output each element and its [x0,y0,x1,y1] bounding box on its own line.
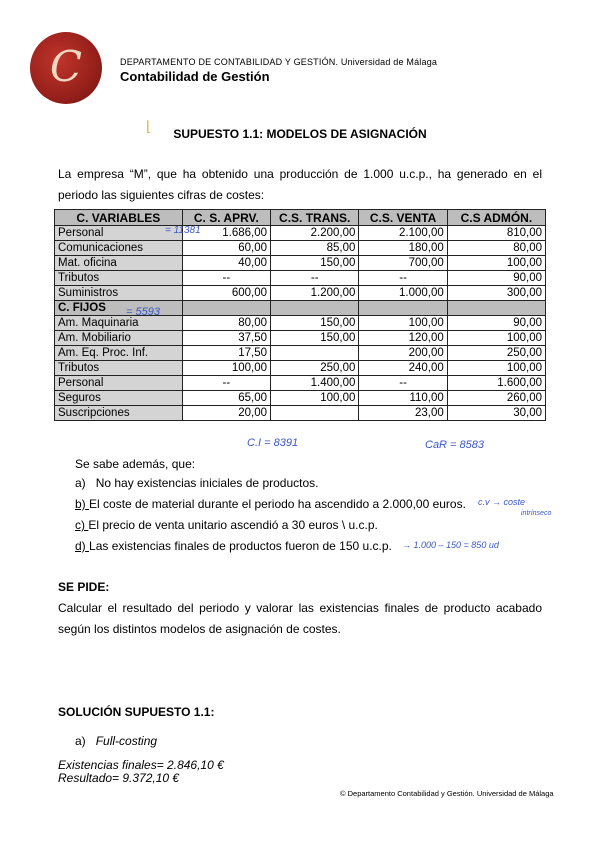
cost-cell: 60,00 [182,241,270,256]
footer: © Departamento Contabilidad y Gestión. Universidad de Málaga [340,789,554,798]
cost-cell: 100,00 [359,316,447,331]
cost-cell: 80,00 [447,241,545,256]
cost-cell: 100,00 [182,361,270,376]
cost-cell: 180,00 [359,241,447,256]
cost-cell: 110,00 [359,391,447,406]
cost-cell: 90,00 [447,316,545,331]
row-label: Suministros [55,286,183,301]
cost-cell: 1.600,00 [447,376,545,391]
cost-cell: 2.100,00 [359,226,447,241]
subject-title: Contabilidad de Gestión [120,69,270,84]
known-item-b [75,497,466,511]
cost-cell: -- [182,271,270,286]
table-row [55,226,546,241]
known-item-a [75,476,318,490]
col-header: C. VARIABLES [55,210,183,226]
cost-cell: 2.200,00 [271,226,359,241]
row-label: Suscripciones [55,406,183,421]
item-text: Full-costing [95,734,158,748]
row-label: Comunicaciones [55,241,183,256]
handwritten-ca-total: CaR = 8583 [425,439,485,451]
handwritten-ci-total: C.I = 8391 [247,437,299,449]
item-text: El coste de material durante el periodo ha ascendido a 2.000,00 euros. [89,497,466,511]
col-header: C.S. VENTA [359,210,447,226]
cost-cell: 1.400,00 [271,376,359,391]
col-header: C.S. TRANS. [271,210,359,226]
cost-cell: -- [359,271,447,286]
cost-cell: 23,00 [359,406,447,421]
item-text: Las existencias finales de productos fueron de 150 u.c.p. [89,539,392,553]
col-header: C. S. APRV. [182,210,270,226]
cost-cell: 200,00 [359,346,447,361]
cost-cell: 65,00 [182,391,270,406]
table-row [55,391,546,406]
row-label: Mat. oficina [55,256,183,271]
table-header-row [55,210,546,226]
solution-item [75,734,157,748]
solution-result: Resultado= 9.372,10 € [58,771,180,785]
cost-cell: 700,00 [359,256,447,271]
cost-cell: 250,00 [271,361,359,376]
row-label: Am. Mobiliario [55,331,183,346]
page-title: SUPUESTO 1.1: MODELOS DE ASIGNACIÓN [173,127,427,141]
handwritten-fixed-total: = 5593 [126,306,160,318]
row-label: Seguros [55,391,183,406]
cost-cell: 30,00 [447,406,545,421]
cost-cell: 240,00 [359,361,447,376]
cost-cell: 37,50 [182,331,270,346]
cost-cell: 100,00 [447,331,545,346]
logo-letter: C [49,42,83,91]
cost-cell: 85,00 [271,241,359,256]
row-label: Tributos [55,361,183,376]
handwritten-cv-note: c.v → coste [478,497,526,507]
solution-stock: Existencias finales= 2.846,10 € [58,758,224,772]
item-marker: a) [75,734,86,748]
cost-cell: 80,00 [182,316,270,331]
cost-cell: -- [182,376,270,391]
row-label: Tributos [55,271,183,286]
cost-cell: 300,00 [447,286,545,301]
cost-cell: -- [359,376,447,391]
known-item-d [75,539,392,553]
row-label: Am. Maquinaria [55,316,183,331]
cost-cell: 260,00 [447,391,545,406]
cost-cell: 20,00 [182,406,270,421]
known-label: Se sabe además, que: [75,457,196,471]
table-row [55,331,546,346]
cost-cell [271,406,359,421]
cost-cell: 100,00 [447,361,545,376]
cost-cell: 120,00 [359,331,447,346]
fixed-label: C. FIJOS [55,301,183,316]
cost-cell: 150,00 [271,316,359,331]
item-text: No hay existencias iniciales de productos. [95,476,319,490]
table-row [55,406,546,421]
arrow-mark: ⌊ [146,118,152,134]
row-label: Personal [55,376,183,391]
table-row [55,346,546,361]
cost-cell: 100,00 [271,391,359,406]
cost-cell: 40,00 [182,256,270,271]
cost-cell: 150,00 [271,331,359,346]
handwritten-cv-note2: intrínseco [521,510,552,517]
table-row [55,271,546,286]
item-marker: d) [75,539,86,553]
cost-cell: 17,50 [182,346,270,361]
table-row [55,241,546,256]
intro-paragraph: La empresa “M”, que ha obtenido una producción de 1.000 u.c.p., ha generado en el periodo las siguientes cifras de costes: [58,167,542,202]
table-row [55,361,546,376]
cost-cell: 90,00 [447,271,545,286]
item-marker: b) [75,497,86,511]
department-logo [30,32,102,104]
handwritten-units-note: → 1.000 – 150 = 850 ud [402,540,499,550]
cost-cell: -- [271,271,359,286]
item-text: El precio de venta unitario ascendió a 30 euros \ u.c.p. [88,518,378,532]
cost-cell: 1.200,00 [271,286,359,301]
cost-cell: 150,00 [271,256,359,271]
col-header: C.S ADMÓN. [447,210,545,226]
cost-cell: 250,00 [447,346,545,361]
department-name: DEPARTAMENTO DE CONTABILIDAD Y GESTIÓN. Universidad de Málaga [120,57,438,67]
item-marker: a) [75,476,86,490]
cost-cell: 810,00 [447,226,545,241]
table-row [55,376,546,391]
asks-heading: SE PIDE: [58,580,110,594]
cost-cell: 600,00 [182,286,270,301]
table-row [55,256,546,271]
table-row [55,286,546,301]
cost-cell: 1.000,00 [359,286,447,301]
known-item-c [75,518,378,532]
row-label: Am. Eq. Proc. Inf. [55,346,183,361]
cost-cell: 100,00 [447,256,545,271]
handwritten-personal-total: = 11381 [165,225,201,236]
item-marker: c) [75,518,85,532]
cost-cell: 1.686,00 [182,226,270,241]
asks-paragraph: Calcular el resultado del periodo y valorar las existencias finales de producto acabado según los distintos modelos de asignación de costes. [58,601,542,636]
cost-cell [271,346,359,361]
solution-heading: SOLUCIÓN SUPUESTO 1.1: [58,705,215,719]
row-label: Personal [55,226,183,241]
